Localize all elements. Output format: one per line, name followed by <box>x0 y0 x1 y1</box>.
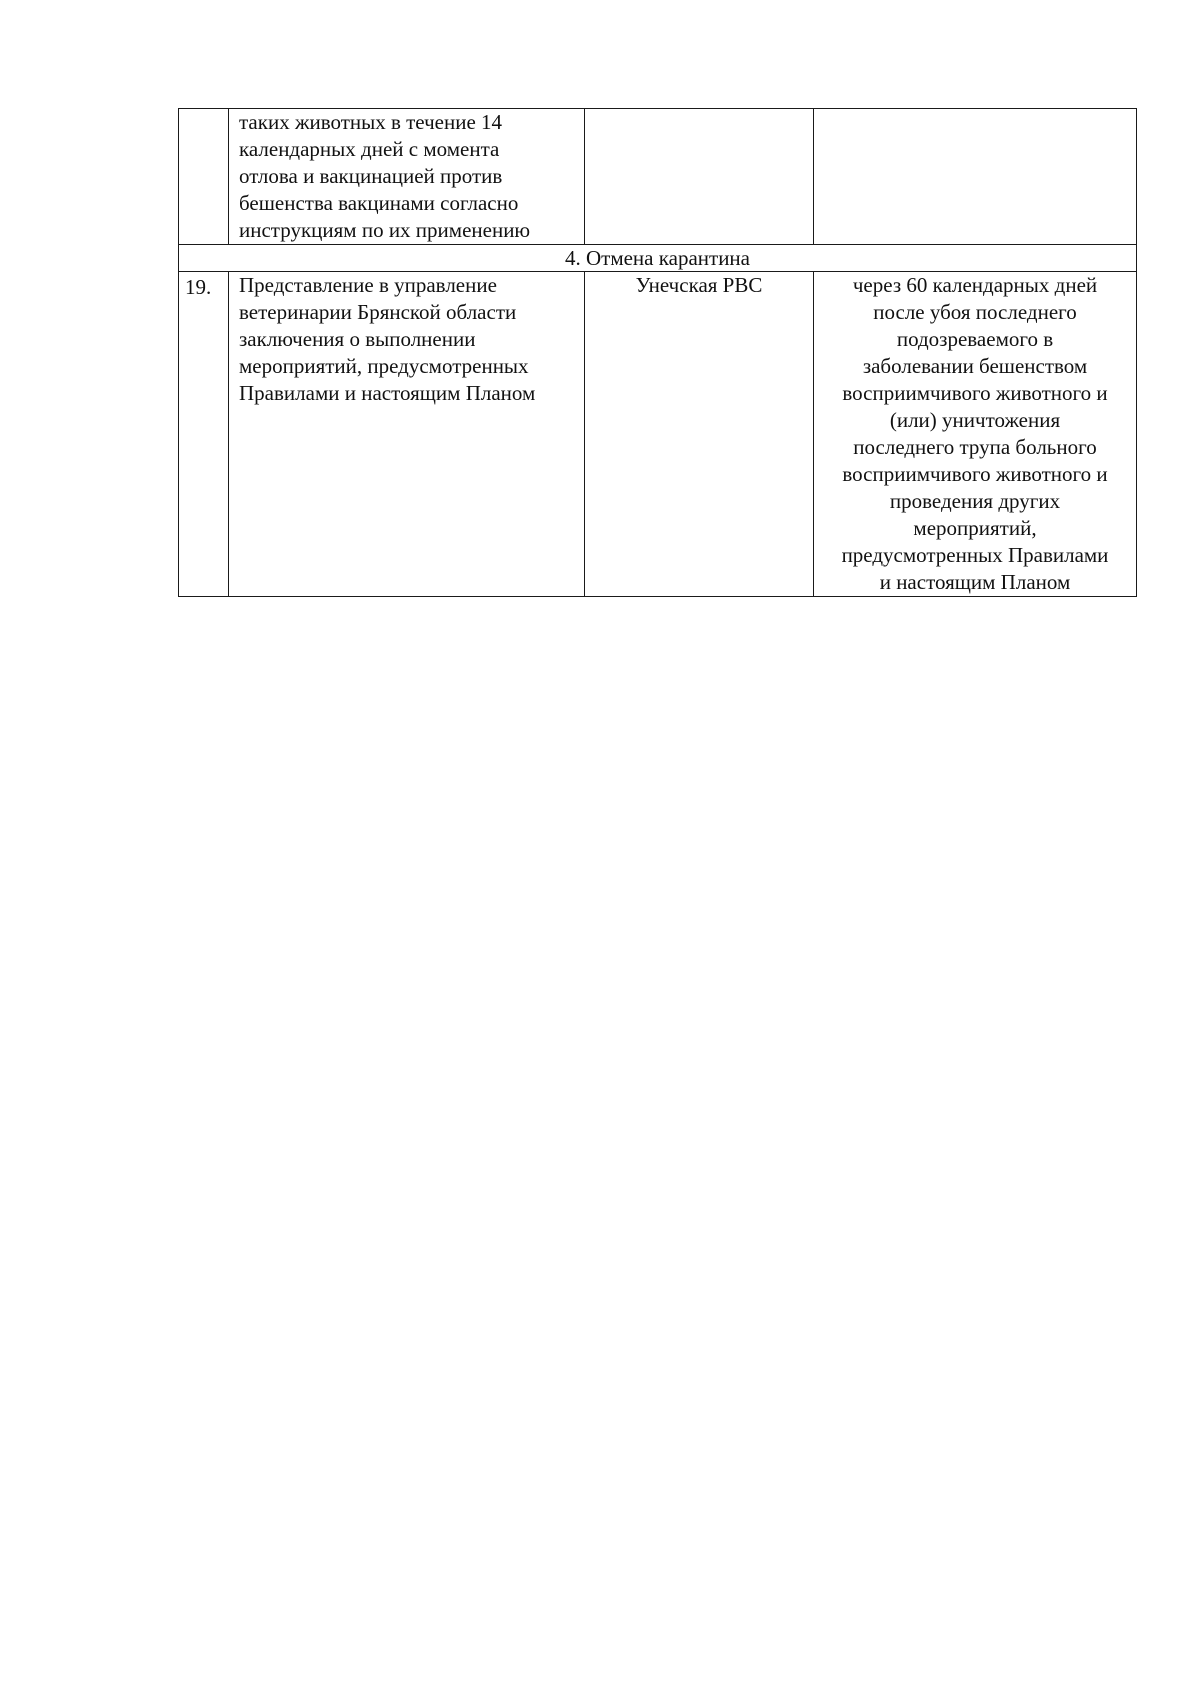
term-line: восприимчивого животного и <box>842 462 1108 486</box>
term-line: мероприятий, <box>913 516 1037 540</box>
action-line: ветеринарии Брянской области <box>239 300 517 324</box>
action-line: календарных дней с момента <box>239 137 500 161</box>
term-line: через 60 календарных дней <box>852 273 1098 297</box>
term-line: восприимчивого животного и <box>842 381 1108 405</box>
plan-table <box>178 108 1137 597</box>
term-line: проведения других <box>889 489 1061 513</box>
table-row-continued <box>179 109 1137 245</box>
row-number-cell <box>179 109 229 245</box>
row-number-cell: 19. <box>179 272 229 597</box>
term-line: после убоя последнего <box>873 300 1077 324</box>
action-line: таких животных в течение 14 <box>239 110 503 134</box>
section-heading: 4. Отмена карантина <box>179 245 1137 272</box>
term-line: последнего трупа больного <box>853 435 1097 459</box>
action-line: отлова и вакцинацией против <box>239 164 503 188</box>
term-line: предусмотренных Правилами <box>841 543 1109 567</box>
term-cell <box>814 272 1137 597</box>
action-cell <box>229 109 585 245</box>
action-line: мероприятий, предусмотренных <box>239 354 529 378</box>
term-line: и настоящим Планом <box>879 570 1071 594</box>
action-line: Правилами и настоящим Планом <box>239 381 536 405</box>
action-line: Представление в управление <box>239 273 497 297</box>
table-row-19 <box>179 272 1137 597</box>
action-cell <box>229 272 585 597</box>
action-line: инструкциям по их применению <box>239 218 531 242</box>
executor-cell: Унечская РВС <box>585 272 814 597</box>
term-line: заболевании бешенством <box>862 354 1088 378</box>
executor-cell <box>585 109 814 245</box>
action-line: заключения о выполнении <box>239 327 476 351</box>
action-line: бешенства вакцинами согласно <box>239 191 519 215</box>
term-line: (или) уничтожения <box>889 408 1061 432</box>
term-line: подозреваемого в <box>896 327 1054 351</box>
section-heading-row <box>179 245 1137 272</box>
term-cell <box>814 109 1137 245</box>
